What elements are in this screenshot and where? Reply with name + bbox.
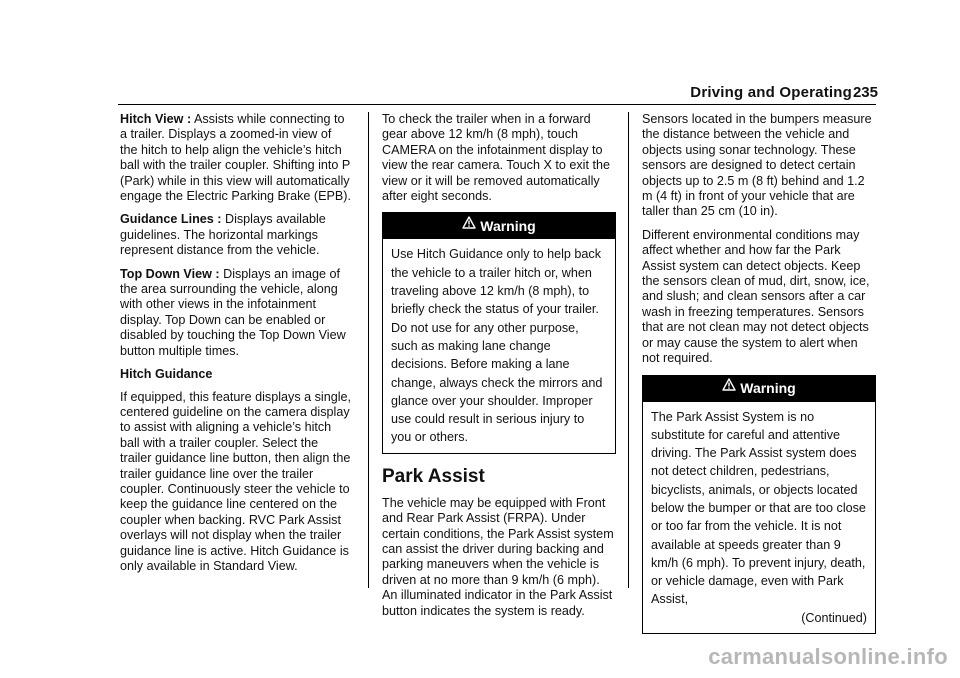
warning-title: Warning xyxy=(740,379,796,396)
warning-header xyxy=(643,376,875,402)
column-right xyxy=(642,112,876,646)
header-rule xyxy=(118,104,876,105)
warning-box xyxy=(382,212,616,453)
guidance-lines-paragraph xyxy=(120,212,352,258)
warning-title: Warning xyxy=(480,217,536,234)
hitch-guidance-paragraph: If equipped, this feature displays a single, centered guideline on the camera display to assist with aligning a vehicle’s hitch ball with a trailer coupler. Select the trailer guidance line button, then align the trailer guidance line over the trailer coupler. Continuously steer the vehicle to keep the guidance line centered on the coupler when backing. RVC Park Assist overlays will not display when the trailer guidance line is active. Hitch Guidance is only available in Standard View. xyxy=(120,389,352,573)
column-middle xyxy=(382,112,616,627)
page-number: 235 xyxy=(852,84,878,101)
hitch-view-text: Assists while connecting to a trailer. Displays a zoomed-in view of the hitch to help align the vehicle’s hitch ball with the trailer coupler. Shifting into P (Park) while in this view will automatically engage the Electric Parking Brake (EPB). xyxy=(120,112,351,204)
hitch-guidance-subheading: Hitch Guidance xyxy=(120,367,213,382)
column-left xyxy=(120,112,352,582)
top-down-view-term: Top Down View : xyxy=(120,266,220,281)
warning-box xyxy=(642,375,876,635)
section-title: Driving and Operating xyxy=(690,84,852,101)
warning-text xyxy=(643,402,875,634)
park-assist-paragraph: The vehicle may be equipped with Front and Rear Park Assist (FRPA). Under certain conditions, the Park Assist system can assist the driver during backing and parking maneuvers when the vehicle is driven at no more than 9 km/h (6 mph). An illuminated indicator in the Park Assist button indicates the system is ready. xyxy=(382,495,614,618)
warning-triangle-icon xyxy=(722,378,736,394)
guidance-lines-text: Displays available guidelines. The horizontal markings represent distance from the vehicle. xyxy=(120,212,326,258)
column-divider xyxy=(628,112,629,588)
park-assist-heading: Park Assist xyxy=(382,465,485,487)
top-down-view-text: Displays an image of the area surrounding the vehicle, along with other views in the infotainment display. Top Down can be enabled or disabled by touching the Top Down View button multiple times. xyxy=(120,266,346,358)
guidance-lines-term: Guidance Lines : xyxy=(120,212,222,227)
watermark: carmanualsonline.info xyxy=(708,644,948,669)
hitch-view-term: Hitch View : xyxy=(120,112,192,126)
page-header xyxy=(0,0,960,110)
sensors-paragraph: Sensors located in the bumpers measure the distance between the vehicle and objects using sonar technology. These sensors are designed to detect certain objects up to 2.5 m (8 ft) behind and 1.2 m (4 ft) in front of your vehicle that are taller than 25 cm (10 in). xyxy=(642,112,872,219)
warning-text: Use Hitch Guidance only to help back the vehicle to a trailer hitch or, when traveling above 12 km/h (8 mph), to briefly check the status of your trailer. Do not use for any other purpose, such as making lane change decisions. Before making a lane change, always check the mirrors and glance over your shoulder. Improper use could result in serious injury to you or others. xyxy=(391,247,603,445)
conditions-paragraph: Different environmental conditions may affect whether and how far the Park Assist system can detect objects. Keep the sensors clean of mud, dirt, snow, ice, and slush; and clean sensors after a car wash in freezing temperatures. Sensors that are not clean may not detect objects or may cause the system to alert when not required. xyxy=(642,227,870,366)
column-divider xyxy=(368,112,369,588)
trailer-check-paragraph: To check the trailer when in a forward gear above 12 km/h (8 mph), touch CAMERA on the infotainment display to view the rear camera. Touch X to exit the view or it will be removed automatically after eight seconds. xyxy=(382,112,610,204)
warning-header xyxy=(383,213,615,239)
hitch-view-paragraph xyxy=(120,112,352,204)
continued-label: (Continued) xyxy=(801,610,867,625)
warning-body-text: The Park Assist System is no substitute for careful and attentive driving. The Park Assist system does not detect children, pedestrians, bicyclists, animals, or objects located below the bumper or that are too close or too far from the vehicle. It is not available at speeds greater than 9 km/h (6 mph). To prevent injury, death, or vehicle damage, even with Park Assist, xyxy=(651,409,866,607)
warning-triangle-icon xyxy=(462,216,476,232)
top-down-view-paragraph xyxy=(120,267,352,359)
